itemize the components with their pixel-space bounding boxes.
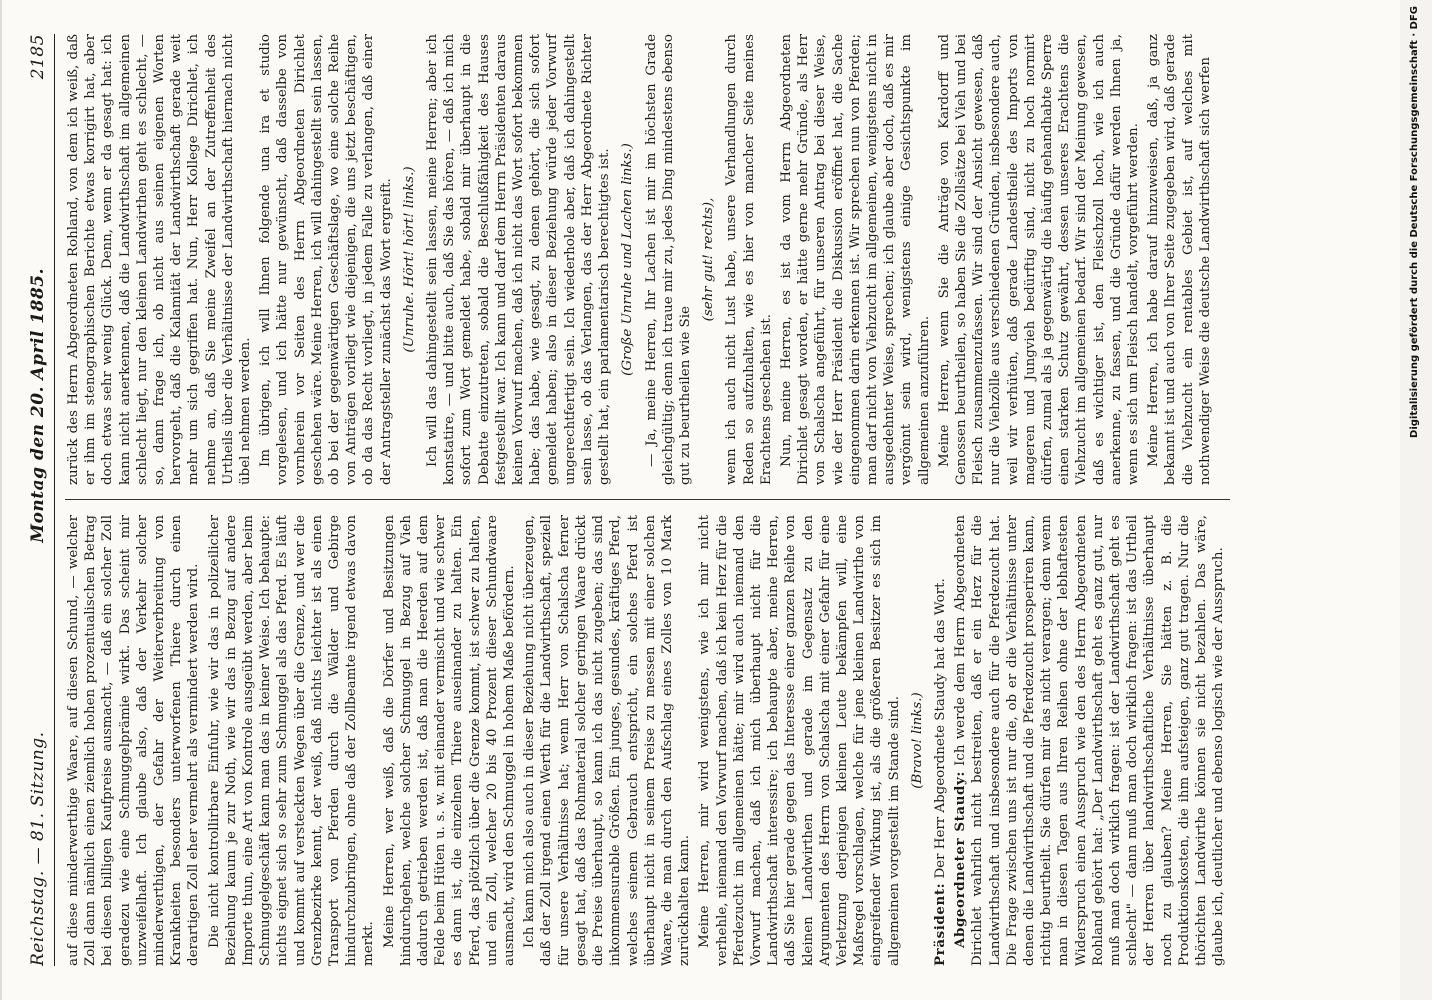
- paragraph-text: Ich will das dahingestellt sein lassen, meine Herren; aber ich konstatire, — und bitte auch, daß Sie das hören, — daß ich mich sofort zum Wort gemeldet habe, sobald mir überhaupt in die Debatte einzutreten, sobald die Beschlußfähigkeit des Hauses festgestellt war. Ich kann und darf dem Herrn Präsidenten daraus keinen Vorwurf machen, daß ich nicht das Wort sofort bekommen habe; das habe, wie gesagt, zu denen gehört, die sich sofort gemeldet haben; also in dieser Beziehung würde jeder Vorwurf ungerechtfertigt sein. Ich wiederhole aber, daß ich dahingestellt sein lasse, ob das Verlangen, das der Herr Abgeordnete Richter gestellt hat, ein parlamentarisch berechtigtes ist.: [425, 34, 613, 485]
- paragraph: [257, 34, 395, 485]
- interjection: [700, 34, 717, 485]
- header-session: Reichstag. — 81. Sitzung.: [28, 731, 48, 966]
- attribution-label: Digitalisierung gefördert durch die Deutsche Forschungsgemeinschaft · DFG: [1408, 6, 1420, 438]
- paragraph: [936, 34, 1142, 485]
- paragraph-text: Meine Herren, wer weiß, daß die Dörfer und Besitzungen hindurchgehen, welche solcher Schmuggel in Bezug auf Vieh dadurch getrieben werden ist, daß man die Heerden auf dem Felde beim Hüten u. s. w. mit einander vermischt und wie schwer es dann ist, die einzelnen Thiere auseinander zu halten. Ein Pferd, das plötzlich über die Grenze kommt, ist schwer zu halten, und ein Zoll, welcher 20 bis 40 Prozent dieser Schundwaare ausmacht, wird den Schmuggel in hohem Maße befördern.: [381, 515, 518, 966]
- paragraph-text: (Große Unruhe und Lachen links.): [620, 143, 636, 376]
- header-date: Montag den 20. April 1885.: [28, 267, 48, 543]
- paragraph-text: Der Herr Abgeordnete Staudy hat das Wort.: [932, 578, 948, 883]
- paragraph: [206, 515, 378, 966]
- left-column: [65, 515, 1230, 966]
- paragraph: [521, 515, 693, 966]
- right-column: [65, 34, 1230, 485]
- paragraph-text: wenn ich auch nicht Lust habe, unsere Verhandlungen durch Reden so aufzuhalten, wie es hier von mancher Seite meines Erachtens geschehen ist.: [724, 34, 774, 485]
- paragraph-text: (sehr gut! rechts),: [701, 197, 717, 322]
- attribution-text: [1384, 0, 1432, 1000]
- paragraph-text: Meine Herren, wenn Sie die Anträge von Kardorff und Genossen beurtheilen, so haben Sie die Zollsätze bei Vieh und bei Fleisch zusammenzufassen. Wir sind der Ansicht gewesen, daß nur die Viehzölle aus verschiedenen Gründen, insbesondere auch, weil wir verhüten, daß gerade Landestheile des Imports von mageren und Jungvieh bedürftig sind, nicht zu hoch normirt dürfen, zumal als ja gegenwärtig die häufig gehandhabte Sperre einen starken Schutz gewährt, dessen unseres Erachtens die Viehzucht im allgemeinen bedarf. Wir sind der Meinung gewesen, daß es wichtiger ist, den Fleischzoll hoch, wie ich auch anerkenne, zu fassen, und die Gründe dafür werden Ihnen ja, wenn es sich um Fleisch handelt, vorgeführt werden.: [936, 34, 1141, 485]
- scan-edge: [0, 0, 2, 1000]
- text-columns: [65, 34, 1230, 966]
- page-header: [28, 34, 55, 966]
- paragraph-text: (Bravo! links.): [909, 692, 925, 789]
- paragraph-text: — Ja, meine Herren, Ihr Lachen ist mir im höchsten Grade gleichgültig; denn ich traue mir zu, jedes Ding mindestens ebenso gut zu beurtheilen wie Sie: [643, 34, 693, 485]
- paragraph: [778, 34, 933, 485]
- paragraph: [952, 515, 1227, 966]
- paragraph-text: Ich kann mich also auch in dieser Beziehung nicht überzeugen, daß der Zoll irgend einen Werth für die Landwirthschaft, speziell für unsere Verhältnisse hat; wenn Herr von Schalscha ferner gesagt hat, daß das Rohmaterial solcher geringen Waare drückt die Preise überhaupt, so kann ich das nicht zugeben; das sind inkommensurable Größen. Ein junges, gesundes, kräftiges Pferd, welches seinem Gebrauch entspricht, ein solches Pferd ist überhaupt nicht in seinem Preise zu messen mit einer solchen Waare, die man durch den Aufschlag eines Zolles von 10 Mark zurückhalten kann.: [522, 515, 693, 966]
- speaker-name: Abgeordneter Staudy:: [952, 771, 969, 948]
- interjection: [909, 515, 926, 966]
- paragraph-text: (Unruhe. Hört! hört! links.): [401, 166, 417, 353]
- paragraph: [696, 515, 902, 966]
- paragraph: [1145, 34, 1214, 485]
- paragraph: [65, 34, 254, 485]
- speaker-name: Präsident:: [931, 882, 948, 966]
- paragraph-text: zurück des Herrn Abgeordneten Rohland, von dem ich weiß, daß er ihm im stenographischen Berichte etwas korrigirt hat, aber doch etwas sehr wenig Glück. Denn, wenn er da gesagt hat: ich kann nicht anerkennen, daß die Landwirthschaft im allgemeinen schlecht liegt, nur den kleinen Landwirthen geht es schlecht, — so, dann frage ich, ob nicht aus seinen eigenen Worten hervorgeht, daß die Kalamität der Landwirthschaft gerade weit mehr um sich gegriffen hat. Nun, Herr Kollege Dirichlet, ich nehme an, daß Sie meine Zweifel an der Zutreffenheit des Urtheils über die Verhältnisse der Landwirthschaft hiernach nicht übel nehmen werden.: [66, 34, 254, 485]
- paragraph: [932, 515, 949, 966]
- paragraph-text: Nun, meine Herren, es ist da vom Herrn Abgeordneten Dirichlet gesagt worden, er hätte gerne mehr Gründe, als Herr von Schalscha angeführt, für unseren Antrag bei dieser Weise, wie der Herr Präsident die Diskussion eröffnet hat, die Sache eingenommen darin erkennen ist. Wir sprechen nun von Pferden; man darf nicht von Viehzucht im allgemeinen, wenigstens nicht in ausgedehnter Weise, sprechen; ich glaube aber doch, daß es mir vergönnt sein wird, wenigstens einige Gesichtspunkte im allgemeinen anzuführen.: [778, 34, 932, 485]
- interjection: [401, 34, 418, 485]
- paragraph: [643, 34, 695, 485]
- paragraph: [65, 515, 203, 966]
- paragraph-text: Meine Herren, mir wird wenigstens, wie ich mir nicht verhehle, niemand den Vorwurf machen, daß ich kein Herz für die Pferdezucht im allgemeinen hätte; mir wird auch niemand den Vorwurf machen, daß ich mich überhaupt nicht für die Landwirthschaft interessire; ich behaupte aber, meine Herren, daß Sie hier gerade gegen das Interesse einer ganzen Reihe von kleinen Landwirthen und gerade im Gegensatz zu den Argumenten des Herrn von Schalscha mit einer Gefahr für eine Verletzung derjenigen kleinen Leute bekämpfen will, eine Maßregel vorschlagen, welche für jene kleinen Landwirthe von eingreifender Wirkung ist, als die größeren Besitzer es sich im allgemeinen vorgestellt im Stande sind.: [697, 515, 902, 966]
- paragraph: [381, 515, 519, 966]
- page-number: 2185: [28, 34, 48, 80]
- paragraph: [723, 34, 775, 485]
- paragraph: [424, 34, 613, 485]
- attribution-strip: [1360, 0, 1420, 1000]
- interjection: [619, 34, 636, 485]
- paragraph-text: Im übrigen, ich will Ihnen folgende una ira et studio vorgelesen, und ich hätte nur gewünscht, daß dasselbe von vornherein vor Seiten des Herrn Abgeordneten Dirichlet geschehen wäre. Meine Herren, ich will dahingestellt sein lassen, ob bei der gegenwärtigen Geschäftslage, wo eine solche Reihe von Anträgen vorliegt wie diejenigen, die uns jetzt beschäftigen, ob da das Recht vorliegt, in jedem Falle zu verlangen, daß einer der Antragsteller zunächst das Wort ergreift.: [258, 34, 394, 485]
- paragraph-text: auf diese minderwerthige Waare, auf diesen Schund, — welcher Zoll dann nämlich einen ziemlich hohen prozentualischen Betrag bei diesen billigen Kaufpreise ausmacht, — daß ein solcher Zoll geradezu wie eine Schmuggelprämie wirkt. Das scheint mir unzweifelhaft. Ich glaube also, daß der Verkehr solcher minderwerthigen, der Gefahr der Weiterverbreitung von Krankheiten besonders unterworfenen Thiere durch einen derartigen Zoll eher vermehrt als vermindert werden wird.: [66, 515, 202, 966]
- paragraph-text: Ich werde dem Herrn Abgeordneten Dirichlet wahrlich nicht bestreiten, daß er ein Herz für die Landwirthschaft und insbesondere auch für die Pferdezucht hat. Die Frage zwischen uns ist nur die, ob er die Verhältnisse unter denen die Landwirthschaft und die Pferdezucht prosperiren kann, richtig beurtheilt. Sie dürfen mir das nicht verargen; denn wenn man in diesen Tagen aus Ihren Reihen ohne der lebhaftesten Widerspruch einen Ausspruch wie den des Herrn Abgeordneten Rohland gehört hat: „Der Landwirthschaft geht es ganz gut, nur muß man doch wirklich fragen: ist der Landwirthschaft geht es schlecht" — dann muß man doch wirklich fragen: ist das Urtheil der Herren über landwirthschaftliche Verhältnisse überhaupt noch zu glauben? Meine Herren, Sie hätten z. B. die Produktionskosten, die ihm aufsteigen, ganz gut tragen. Nur die thörichten Landwirthe können sie nicht bezahlen. Das wäre, glaube ich, deutlicher und ebenso logisch wie der Ausspruch.: [953, 515, 1227, 966]
- column-rule: [65, 499, 1230, 500]
- paragraph-text: Meine Herren, ich habe darauf hinzuweisen, daß, ja ganz bekannt ist und auch von Ihrer Seite zugegeben wird, daß gerade die Viehzucht ein rentables Gebiet ist, auf welches mit nothwendiger Weise die deutsche Landwirthschaft sich werfen: [1146, 34, 1213, 485]
- paragraph-text: Die nicht kontrollirbare Einfuhr, wie wir das in polizeilicher Beziehung kaum je zur Noth, wie wir das in Bezug auf andere Importe thun, eine Art von Kontrole ausgeübt werden, aber beim Schmuggelgeschäft kann man das in keiner Weise. Ich behaupte: nichts eignet sich so sehr zum Schmuggel als das Pferd. Es läuft und kommt auf versteckten Wegen über die Grenze, und wer die Grenzbezirke kennt, der weiß, daß nichts leichter ist als einen Transport von Pferden durch die Wälder und Gebirge hindurchzubringen, ohne daß der Zollbeamte irgend etwas davon merkt.: [206, 515, 377, 966]
